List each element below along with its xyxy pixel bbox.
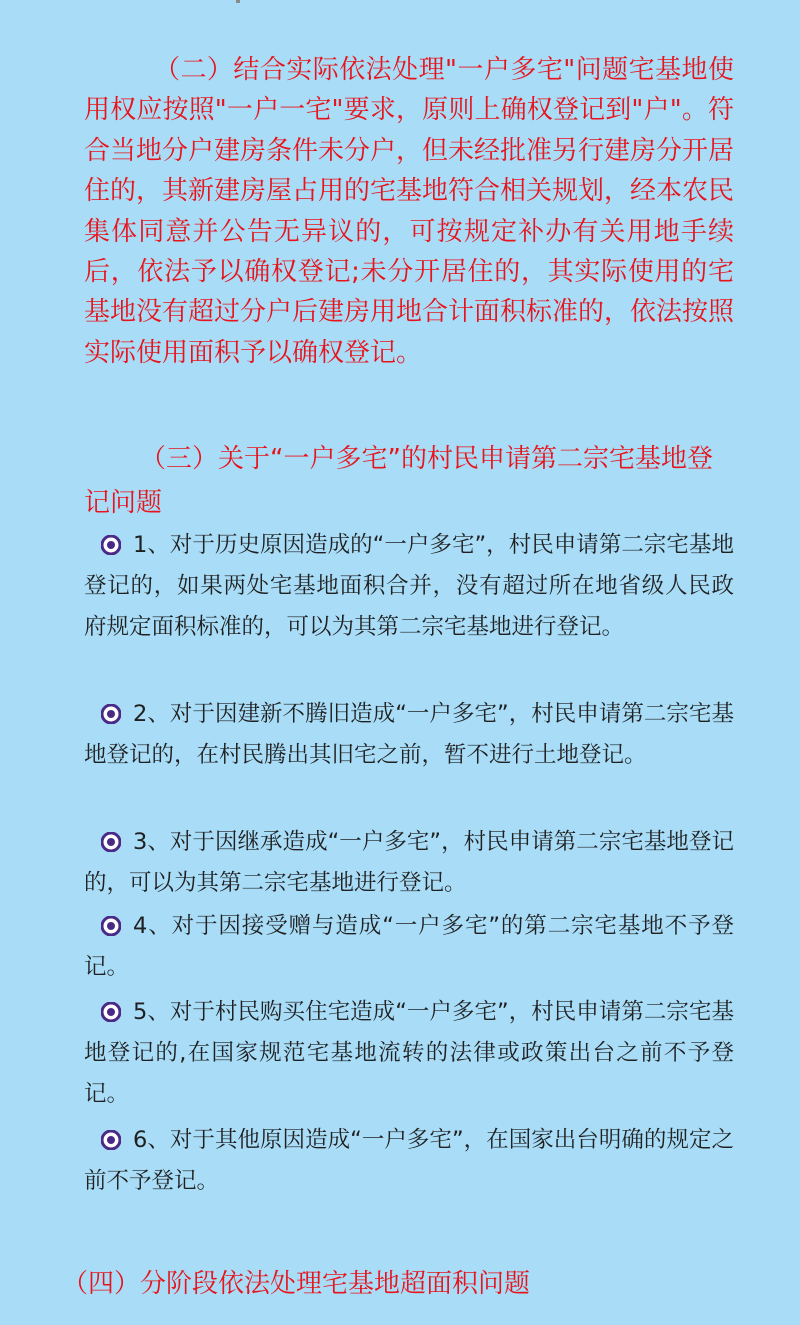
list-item [84, 525, 734, 648]
list-item-text: 1、对于历史原因造成的“一户多宅”，村民申请第二宗宅基地登记的，如果两处宅基地面积合并，没有超过所在地省级人民政府规定面积标准的，可以为其第二宗宅基地进行登记。 [84, 532, 734, 640]
list-item-text: 4、对于因接受赠与造成“一户多宅”的第二宗宅基地不予登记。 [84, 913, 734, 980]
target-bullet-icon [101, 1123, 121, 1143]
target-bullet-icon [101, 909, 121, 929]
list-item-text: 3、对于因继承造成“一户多宅”，村民申请第二宗宅基地登记的，可以为其第二宗宅基地进行登记。 [84, 829, 734, 896]
target-bullet-icon [101, 528, 121, 548]
section-4-heading: （四）分阶段依法处理宅基地超面积问题 [62, 1269, 531, 1299]
list-item [84, 694, 734, 776]
section-2-paragraph: （二）结合实际依法处理"一户多宅"问题宅基地使用权应按照"一户一宅"要求，原则上确权登记到"户"。符合当地分户建房条件未分户，但未经批准另行建房分开居住的，其新建房屋占用的宅基地符合相关规划，经本农民集体同意并公告无异议的，可按规定补办有关用地手续后，依法予以确权登记;未分开居住的，其实际使用的宅基地没有超过分户后建房用地合计面积标准的，依法按照实际使用面积予以确权登记。 [84, 55, 735, 368]
list-item [84, 992, 734, 1115]
top-speck [236, 0, 240, 3]
list-item [84, 906, 734, 988]
list-item-text: 2、对于因建新不腾旧造成“一户多宅”，村民申请第二宗宅基地登记的，在村民腾出其旧宅之前，暂不进行土地登记。 [84, 701, 734, 768]
list-item [84, 1120, 734, 1202]
list-item [84, 822, 734, 904]
target-bullet-icon [101, 825, 121, 845]
target-bullet-icon [101, 697, 121, 717]
list-item-text: 5、对于村民购买住宅造成“一户多宅”，村民申请第二宗宅基地登记的,在国家规范宅基地流转的法律或政策出台之前不予登记。 [84, 999, 734, 1107]
target-bullet-icon [101, 995, 121, 1015]
list-item-text: 6、对于其他原因造成“一户多宅”，在国家出台明确的规定之前不予登记。 [84, 1127, 734, 1194]
section-3-heading: （三）关于“一户多宅”的村民申请第二宗宅基地登记问题 [84, 444, 713, 518]
